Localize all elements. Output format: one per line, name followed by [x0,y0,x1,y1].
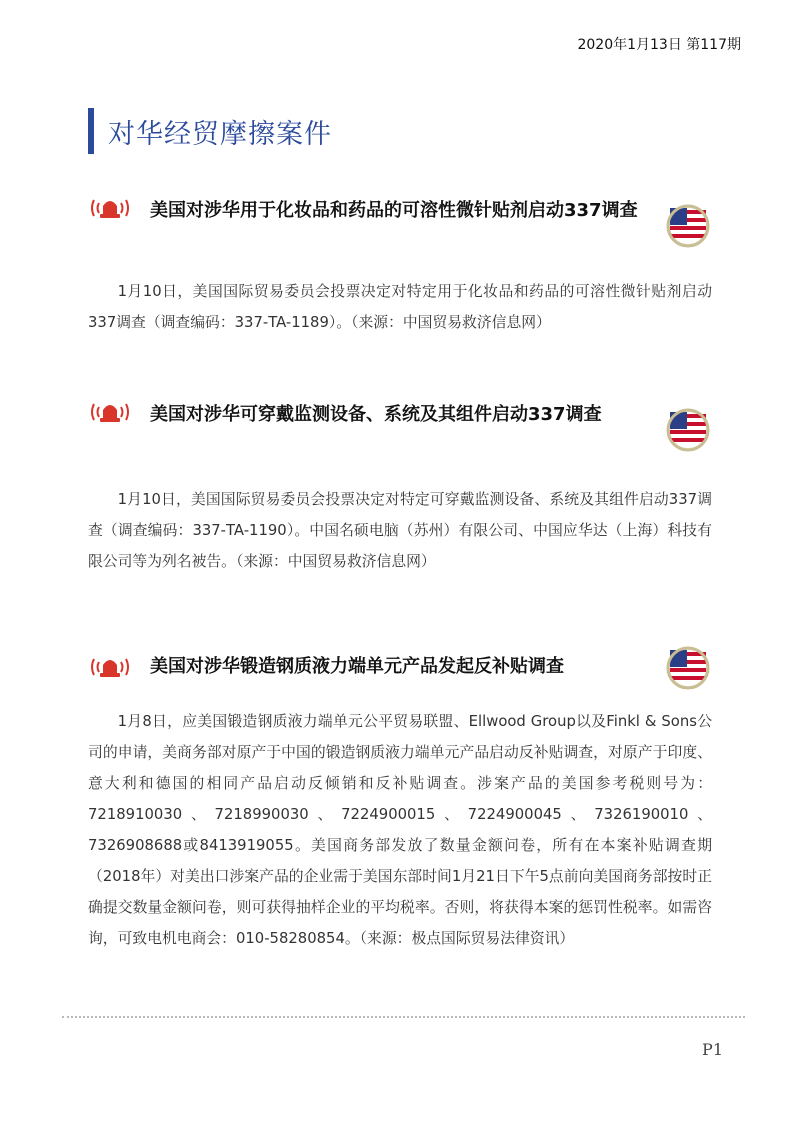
footer-divider [62,1016,745,1018]
case-title: 美国对涉华用于化妆品和药品的可溶性微针贴剂启动337调查 [150,200,638,221]
us-flag-icon [666,204,710,248]
alarm-bell-icon [88,194,132,222]
issue-date: 2020年1月13日 第117期 [577,37,741,53]
case-body: 1月10日，美国国际贸易委员会投票决定对特定用于化妆品和药品的可溶性微针贴剂启动337调查（调查编码：337-TA-1189）。（来源：中国贸易救济信息网） [88,283,712,331]
alarm-bell-icon [88,398,132,426]
case-body: 1月8日，应美国锻造钢质液力端单元公平贸易联盟、Ellwood Group以及Finkl & Sons公司的申请，美商务部对原产于中国的锻造钢质液力端单元产品启动反补贴调查，对原产于印度、意大利和德国的相同产品启动反倾销和反补贴调查。涉案产品的美国参考税则号为：7218910030、7218990030、7224900015、7224900045、7326190010、7326908688或8413919055。美国商务部发放了数量金额问卷，所有在本案补贴调查期（2018年）对美出口涉案产品的企业需于美国东部时间1月21日下午5点前向美国商务部按时正确提交数量金额问卷，则可获得抽样企业的平均税率。否则，将获得本案的惩罚性税率。如需咨询，可致电机电商会：010-58280854。（来源：极点国际贸易法律资讯） [88,713,712,947]
alarm-bell-icon [88,653,132,681]
case-title: 美国对涉华锻造钢质液力端单元产品发起反补贴调查 [150,656,564,677]
section-header [88,108,332,154]
section-accent-bar [88,108,94,154]
case-title: 美国对涉华可穿戴监测设备、系统及其组件启动337调查 [150,404,602,425]
page-number: P1 [702,1040,723,1059]
us-flag-icon [666,646,710,690]
us-flag-icon [666,408,710,452]
case-body: 1月10日，美国国际贸易委员会投票决定对特定可穿戴监测设备、系统及其组件启动337调查（调查编码：337-TA-1190）。中国名硕电脑（苏州）有限公司、中国应华达（上海）科技有限公司等为列名被告。（来源：中国贸易救济信息网） [88,491,712,570]
section-title: 对华经贸摩擦案件 [108,118,332,150]
case-header [88,650,720,700]
case-header [88,398,720,468]
case-header [88,194,720,264]
